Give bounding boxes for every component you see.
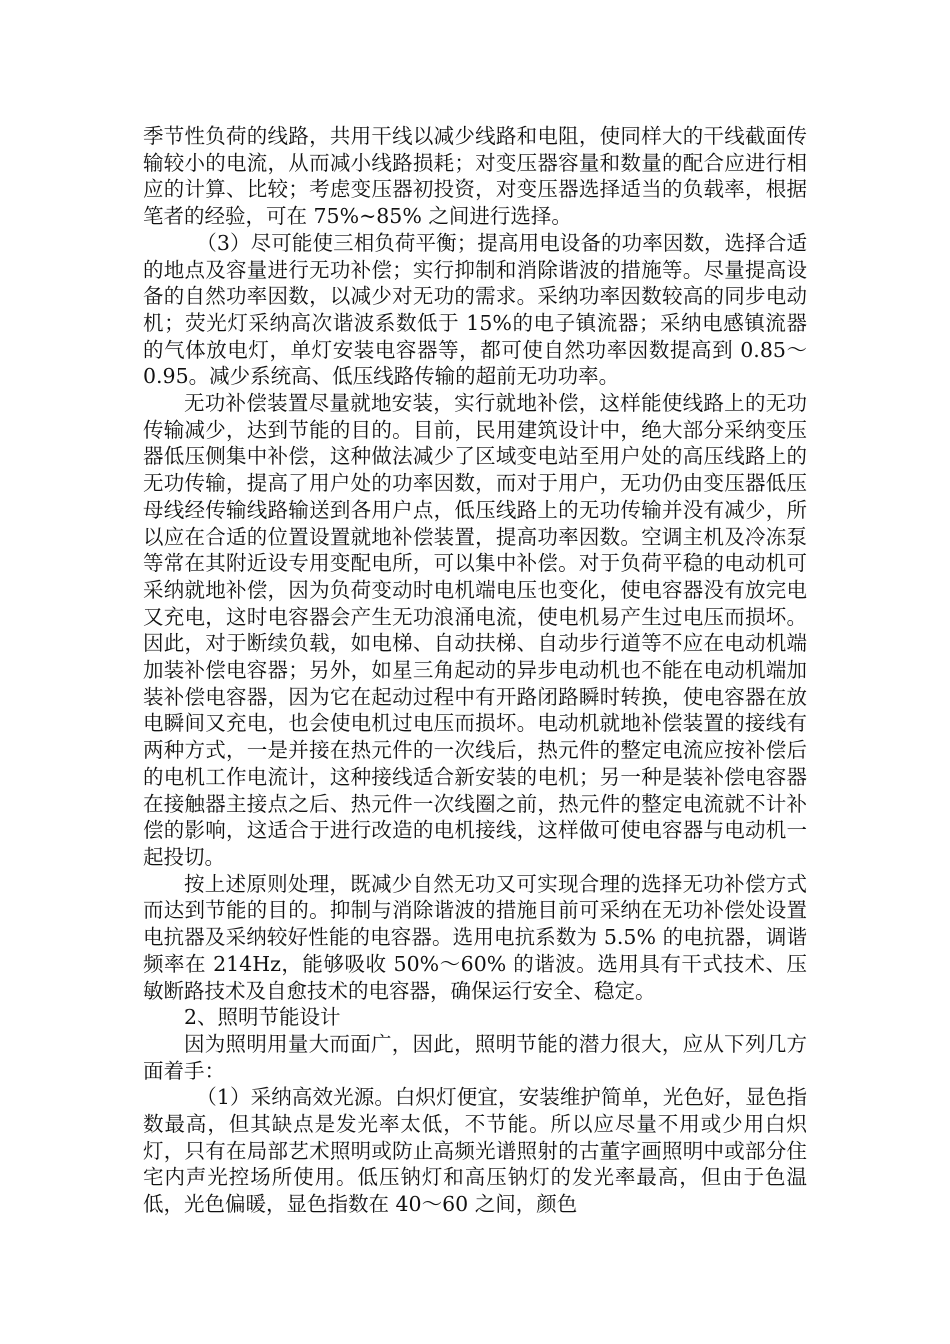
paragraph-local-compensation: 无功补偿装置尽量就地安装，实行就地补偿，这样能使线路上的无功传输减少，达到节能的目的。目前，民用建筑设计中，绝大部分采纳变压器低压侧集中补偿，这种做法减少了区域变电站至用户处的高压线路上的无功传输，提高了用户处的功率因数，而对于用户，无功仍由变压器低压母线经传输线路输送到各用户点，低压线路上的无功传输并没有减少，所以应在合适的位置设置就地补偿装置，提高功率因数。空调主机及冷冻泵等常在其附近设专用变配电所，可以集中补偿。对于负荷平稳的电动机可采纳就地补偿，因为负荷变动时电机端电压也变化，使电容器没有放完电又充电，这时电容器会产生无功浪涌电流，使电机易产生过电压而损坏。因此，对于断续负载，如电梯、自动扶梯、自动步行道等不应在电动机端加装补偿电容器；另外，如星三角起动的异步电动机也不能在电动机端加装补偿电容器，因为它在起动过程中有开路闭路瞬时转换，使电容器在放电瞬间又充电，也会使电机过电压而损坏。电动机就地补偿装置的接线有两种方式，一是并接在热元件的一次线后，热元件的整定电流应按补偿后的电机工作电流计，这种接线适合新安装的电机；另一种是装补偿电容器在接触器主接点之后、热元件一次线圈之前，热元件的整定电流就不计补偿的影响，这适合于进行改造的电机接线，这样做可使电容器与电动机一起投切。 [143, 391, 807, 869]
document-body [143, 123, 807, 1218]
paragraph-lighting-intro: 因为照明用量大而面广，因此，照明节能的潜力很大，应从下列几方面着手： [143, 1031, 807, 1083]
paragraph-harmonic-suppression: 按上述原则处理，既减少自然无功又可实现合理的选择无功补偿方式而达到节能的目的。抑制与消除谐波的措施目前可采纳在无功补偿处设置电抗器及采纳较好性能的电容器。选用电抗系数为 5.5% 的电抗器，调谐频率在 214Hz，能够吸收 50%～60% 的谐波。选用具有干式技术、压敏断路技术及自愈技术的电容器，确保运行安全、稳定。 [143, 871, 807, 1003]
paragraph-item-3: （3）尽可能使三相负荷平衡；提高用电设备的功率因数，选择合适的地点及容量进行无功补偿；实行抑制和消除谐波的措施等。尽量提高设备的自然功率因数，以减少对无功的需求。采纳功率因数较高的同步电动机；荧光灯采纳高次谐波系数低于 15%的电子镇流器；采纳电感镇流器的气体放电灯，单灯安装电容器等，都可使自然功率因数提高到 0.85～0.95。减少系统高、低压线路传输的超前无功功率。 [143, 230, 807, 389]
paragraph-item-1-light-source: （1）采纳高效光源。白炽灯便宜，安装维护简单，光色好，显色指数最高，但其缺点是发光率太低，不节能。所以应尽量不用或少用白炽灯，只有在局部艺术照明或防止高频光谱照射的古董字画照明中或部分住宅内声光控场所使用。低压钠灯和高压钠灯的发光率最高，但由于色温低，光色偏暖，显色指数在 40～60 之间，颜色 [143, 1085, 807, 1217]
paragraph-continuation: 季节性负荷的线路，共用干线以减少线路和电阻，使同样大的干线截面传输较小的电流，从而减小线路损耗；对变压器容量和数量的配合应进行相应的计算、比较；考虑变压器初投资，对变压器选择适当的负载率，根据笔者的经验，可在 75%~85% 之间进行选择。 [143, 124, 807, 229]
section-heading-lighting: 2、照明节能设计 [184, 1005, 341, 1030]
